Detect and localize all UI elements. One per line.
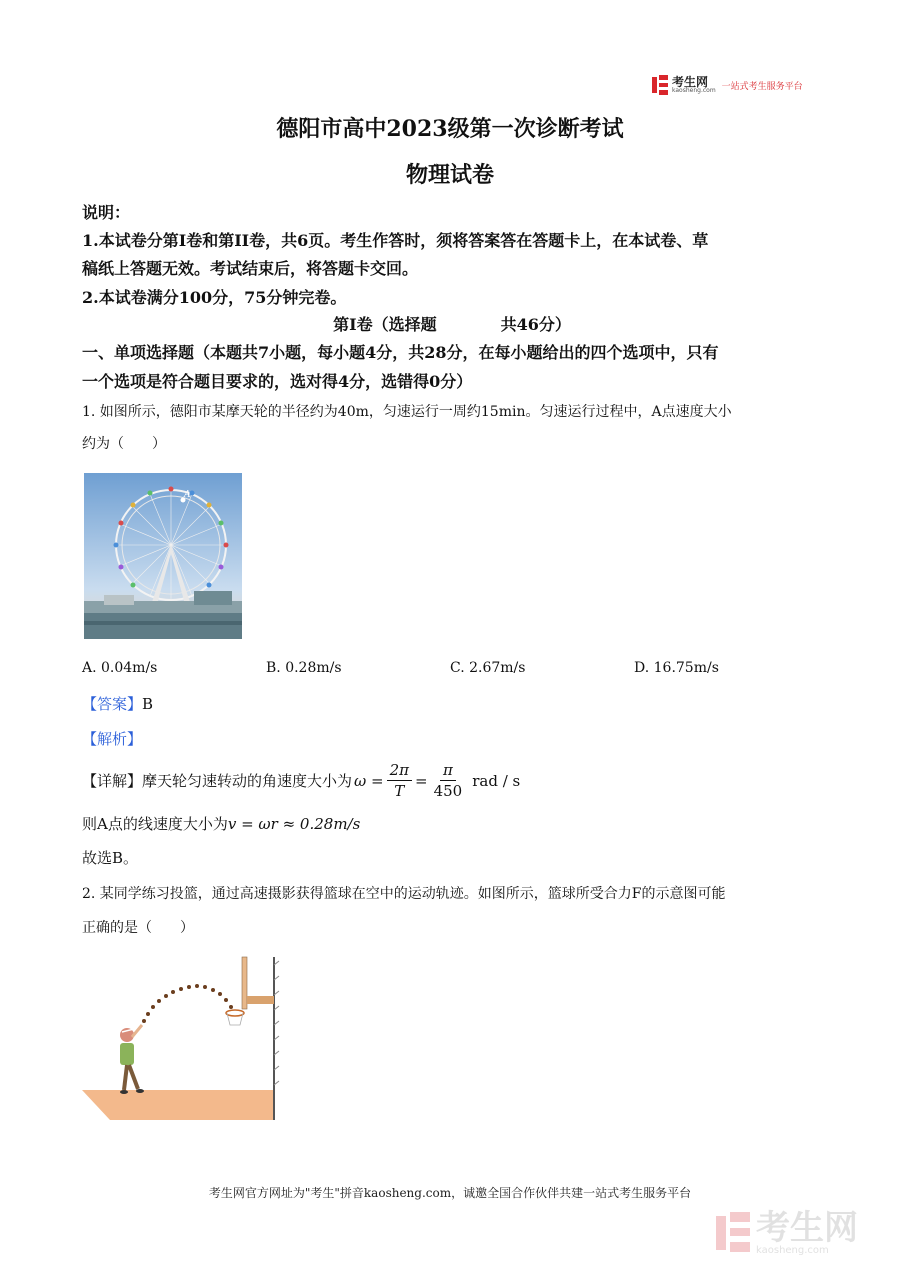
angular-unit: rad / s (472, 771, 521, 790)
exam-subtitle: 物理试卷 (405, 162, 494, 188)
notes-heading: 说明： (82, 203, 131, 222)
header-logo (652, 73, 822, 97)
q1-stem-line-1: 1. 如图所示，德阳市某摩天轮的半径约为40m，匀速运行一周约15min。匀速运行过程中，A点速度大小 (82, 404, 732, 420)
q2-stem-line-2: 正确的是（ ） (82, 920, 194, 936)
line-speed-formula: v = ωr ≈ 0.28m/s (227, 815, 361, 833)
q1-option-c: C. 2.67m/s (450, 660, 526, 676)
q1-option-d: D. 16.75m/s (634, 660, 719, 676)
q2-stem-line-1: 2. 某同学练习投篮，通过高速摄影获得篮球在空中的运动轨迹。如图所示，篮球所受合力F的示意图可能 (82, 886, 726, 902)
fraction-2pi-over-t (387, 760, 412, 801)
analysis-tag: 【解析】 (82, 730, 143, 748)
part-one-line-1: 一、单项选择题（本题共7小题，每小题4分，共28分，在每小题给出的四个选项中，只有 (82, 343, 719, 362)
watermark (716, 1208, 886, 1258)
q1-answer (82, 690, 822, 719)
equals-sign: = (415, 771, 428, 790)
logo-name: 考生网 (672, 75, 709, 89)
omega-symbol: ω = (354, 771, 384, 790)
q1-detail (82, 760, 822, 801)
fraction-pi-over-450 (431, 760, 466, 801)
point-a-label: A (184, 490, 191, 500)
q1-conclusion: 故选B。 (82, 849, 139, 867)
notes-line-1: 1.本试卷分第I卷和第II卷，共6页。考生作答时，须将答案答在答题卡上，在本试卷、草 (82, 231, 709, 250)
notes-line-3: 2.本试卷满分100分，75分钟完卷。 (82, 288, 347, 307)
logo-slogan: 一站式考生服务平台 (721, 81, 803, 92)
q1-option-a: A. 0.04m/s (82, 660, 158, 676)
ferris-wheel-image (84, 473, 242, 639)
fraction-numerator: 2π (387, 760, 412, 781)
page-footer: 考生网官方网址为"考生"拼音kaosheng.com，诚邀全国合作伙伴共建一站式考生服务平台 (208, 1186, 692, 1200)
q1-stem-line-2: 约为（ ） (82, 436, 166, 452)
watermark-logo-icon (716, 1212, 750, 1254)
answer-value: B (142, 695, 154, 713)
detail-prefix: 【详解】摩天轮匀速转动的角速度大小为 (82, 771, 353, 790)
fraction-numerator: π (440, 760, 456, 781)
q1-option-b: B. 0.28m/s (266, 660, 342, 676)
notes-line-2: 稿纸上答题无效。考试结束后，将答题卡交回。 (82, 259, 419, 278)
exam-title: 德阳市高中2023级第一次诊断考试 (276, 116, 624, 142)
watermark-domain: kaosheng.com (756, 1244, 829, 1256)
basketball-illustration (82, 955, 282, 1125)
line-speed-text: 则A点的线速度大小为 (82, 815, 228, 833)
section-title: 第I卷（选择题 共46分） (333, 315, 571, 334)
fraction-denominator: 450 (433, 782, 463, 800)
part-one-line-2: 一个选项是符合题目要求的，选对得4分，选错得0分） (82, 372, 473, 391)
q1-line-speed (82, 810, 822, 839)
watermark-name: 考生网 (756, 1207, 858, 1248)
brand-logo-icon (652, 75, 668, 95)
fraction-denominator: T (394, 782, 405, 800)
answer-tag: 【答案】 (82, 695, 143, 713)
logo-domain: kaosheng.com (672, 87, 716, 94)
